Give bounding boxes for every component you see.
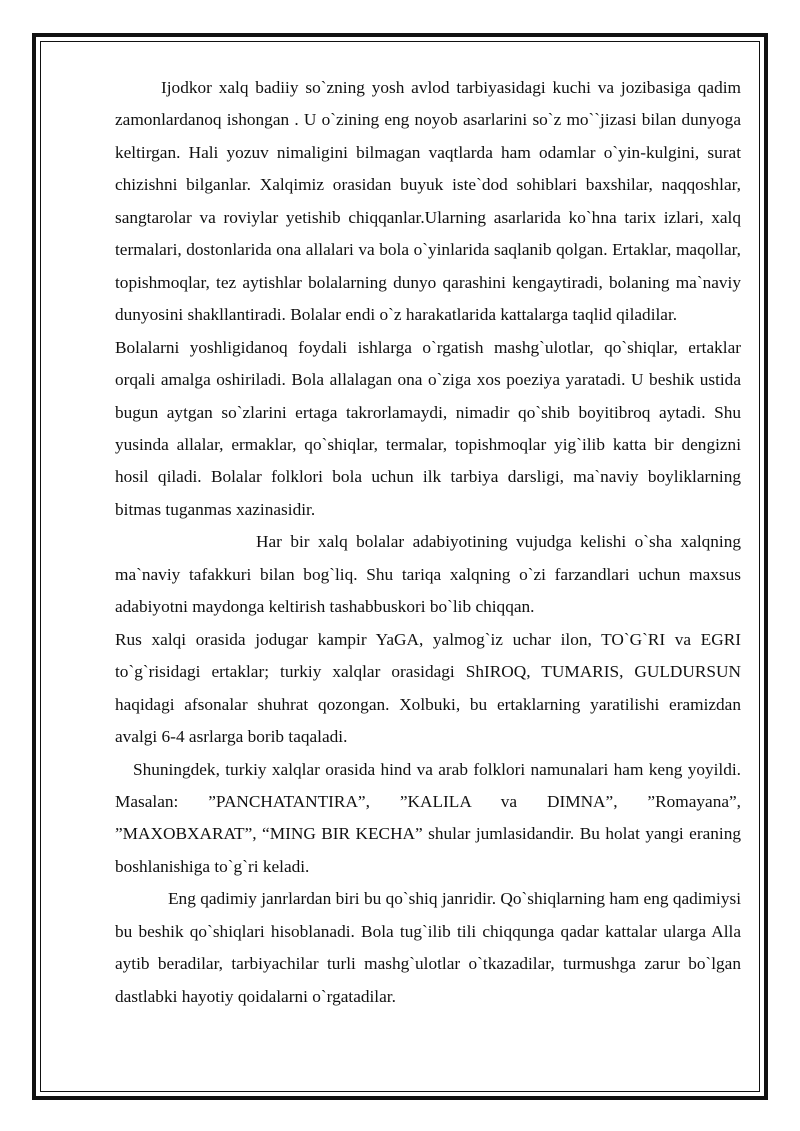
- paragraph-6: Eng qadimiy janrlardan biri bu qo`shiq janridir. Qo`shiqlarning ham eng qadimiysi bu beshik qo`shiqlari hisoblanadi. Bola tug`ilib tili chiqqunga qadar kattalar ularga Alla aytib beradilar, tarbiyachilar turli mashg`ulotlar o`tkazadilar, turmushga zarur bo`lgan dastlabki hayotiy qoidalarni o`rgatadilar.: [115, 889, 741, 1006]
- document-body: [115, 72, 741, 1013]
- paragraph-2: Bolalarni yoshligidanoq foydali ishlarga o`rgatish mashg`ulotlar, qo`shiqlar, ertaklar orqali amalga oshiriladi. Bola allalagan ona o`ziga xos poeziya yaratadi. U beshik ustida bugun aytgan so`zlarini ertaga takrorlamaydi, nimadir qo`shib boyitibroq aytadi. Shu yusinda allalar, ermaklar, qo`shiqlar, termalar, topishmoqlar yig`ilib katta bir dengizni hosil qiladi. Bolalar folklori bola uchun ilk tarbiya darsligi, ma`naviy boyliklarning bitmas tuganmas xazinasidir.: [115, 337, 741, 519]
- paragraph-4: Rus xalqi orasida jodugar kampir YaGA, yalmog`iz uchar ilon, TO`G`RI va EGRI to`g`risidagi ertaklar; turkiy xalqlar orasidagi ShIROQ, TUMARIS, GULDURSUN haqidagi afsonalar shuhrat qozongan. Xolbuki, bu ertaklarning yaratilishi eramizdan avalgi 6-4 asrlarga borib taqaladi.: [115, 629, 741, 747]
- paragraph-1: Ijodkor xalq badiiy so`zning yosh avlod tarbiyasidagi kuchi va jozibasiga qadim zamonlardanoq ishongan . U o`zining eng noyob asarlarini so`z mo``jizasi bilan dunyoga keltirgan. Hali yozuv nimaligini bilmagan vaqtlarda ham odamlar o`yin-kulgini, surat chizishni bilganlar. Xalqimiz orasidan buyuk iste`dod sohiblari baxshilar, naqqoshlar, sangtarolar va roviylar yetishib chiqqanlar.Ularning asarlarida ko`hna tarix izlari, xalq termalari, dostonlarida ona allalari va bola o`yinlarida saqlanib qolgan. Ertaklar, maqollar, topishmoqlar, tez aytishlar bolalarning dunyo qarashini kengaytiradi, bolaning ma`naviy dunyosini shakllantiradi. Bolalar endi o`z harakatlarida kattalarga taqlid qiladilar.: [115, 78, 741, 325]
- paragraph-5: Shuningdek, turkiy xalqlar orasida hind va arab folklori namunalari ham keng yoyildi. Masalan: ”PANCHATANTIRA”, ”KALILA va DIMNA”, ”Romayana”, ”MAXOBXARAT”, “MING BIR KECHA” shular jumlasidandir. Bu holat yangi eraning boshlanishiga to`g`ri keladi.: [115, 759, 741, 876]
- paragraph-3: Har bir xalq bolalar adabiyotining vujudga kelishi o`sha xalqning ma`naviy tafakkuri bilan bog`liq. Shu tariqa xalqning o`zi farzandlari uchun maxsus adabiyotni maydonga keltirish tashabbuskori bo`lib chiqqan.: [115, 532, 741, 617]
